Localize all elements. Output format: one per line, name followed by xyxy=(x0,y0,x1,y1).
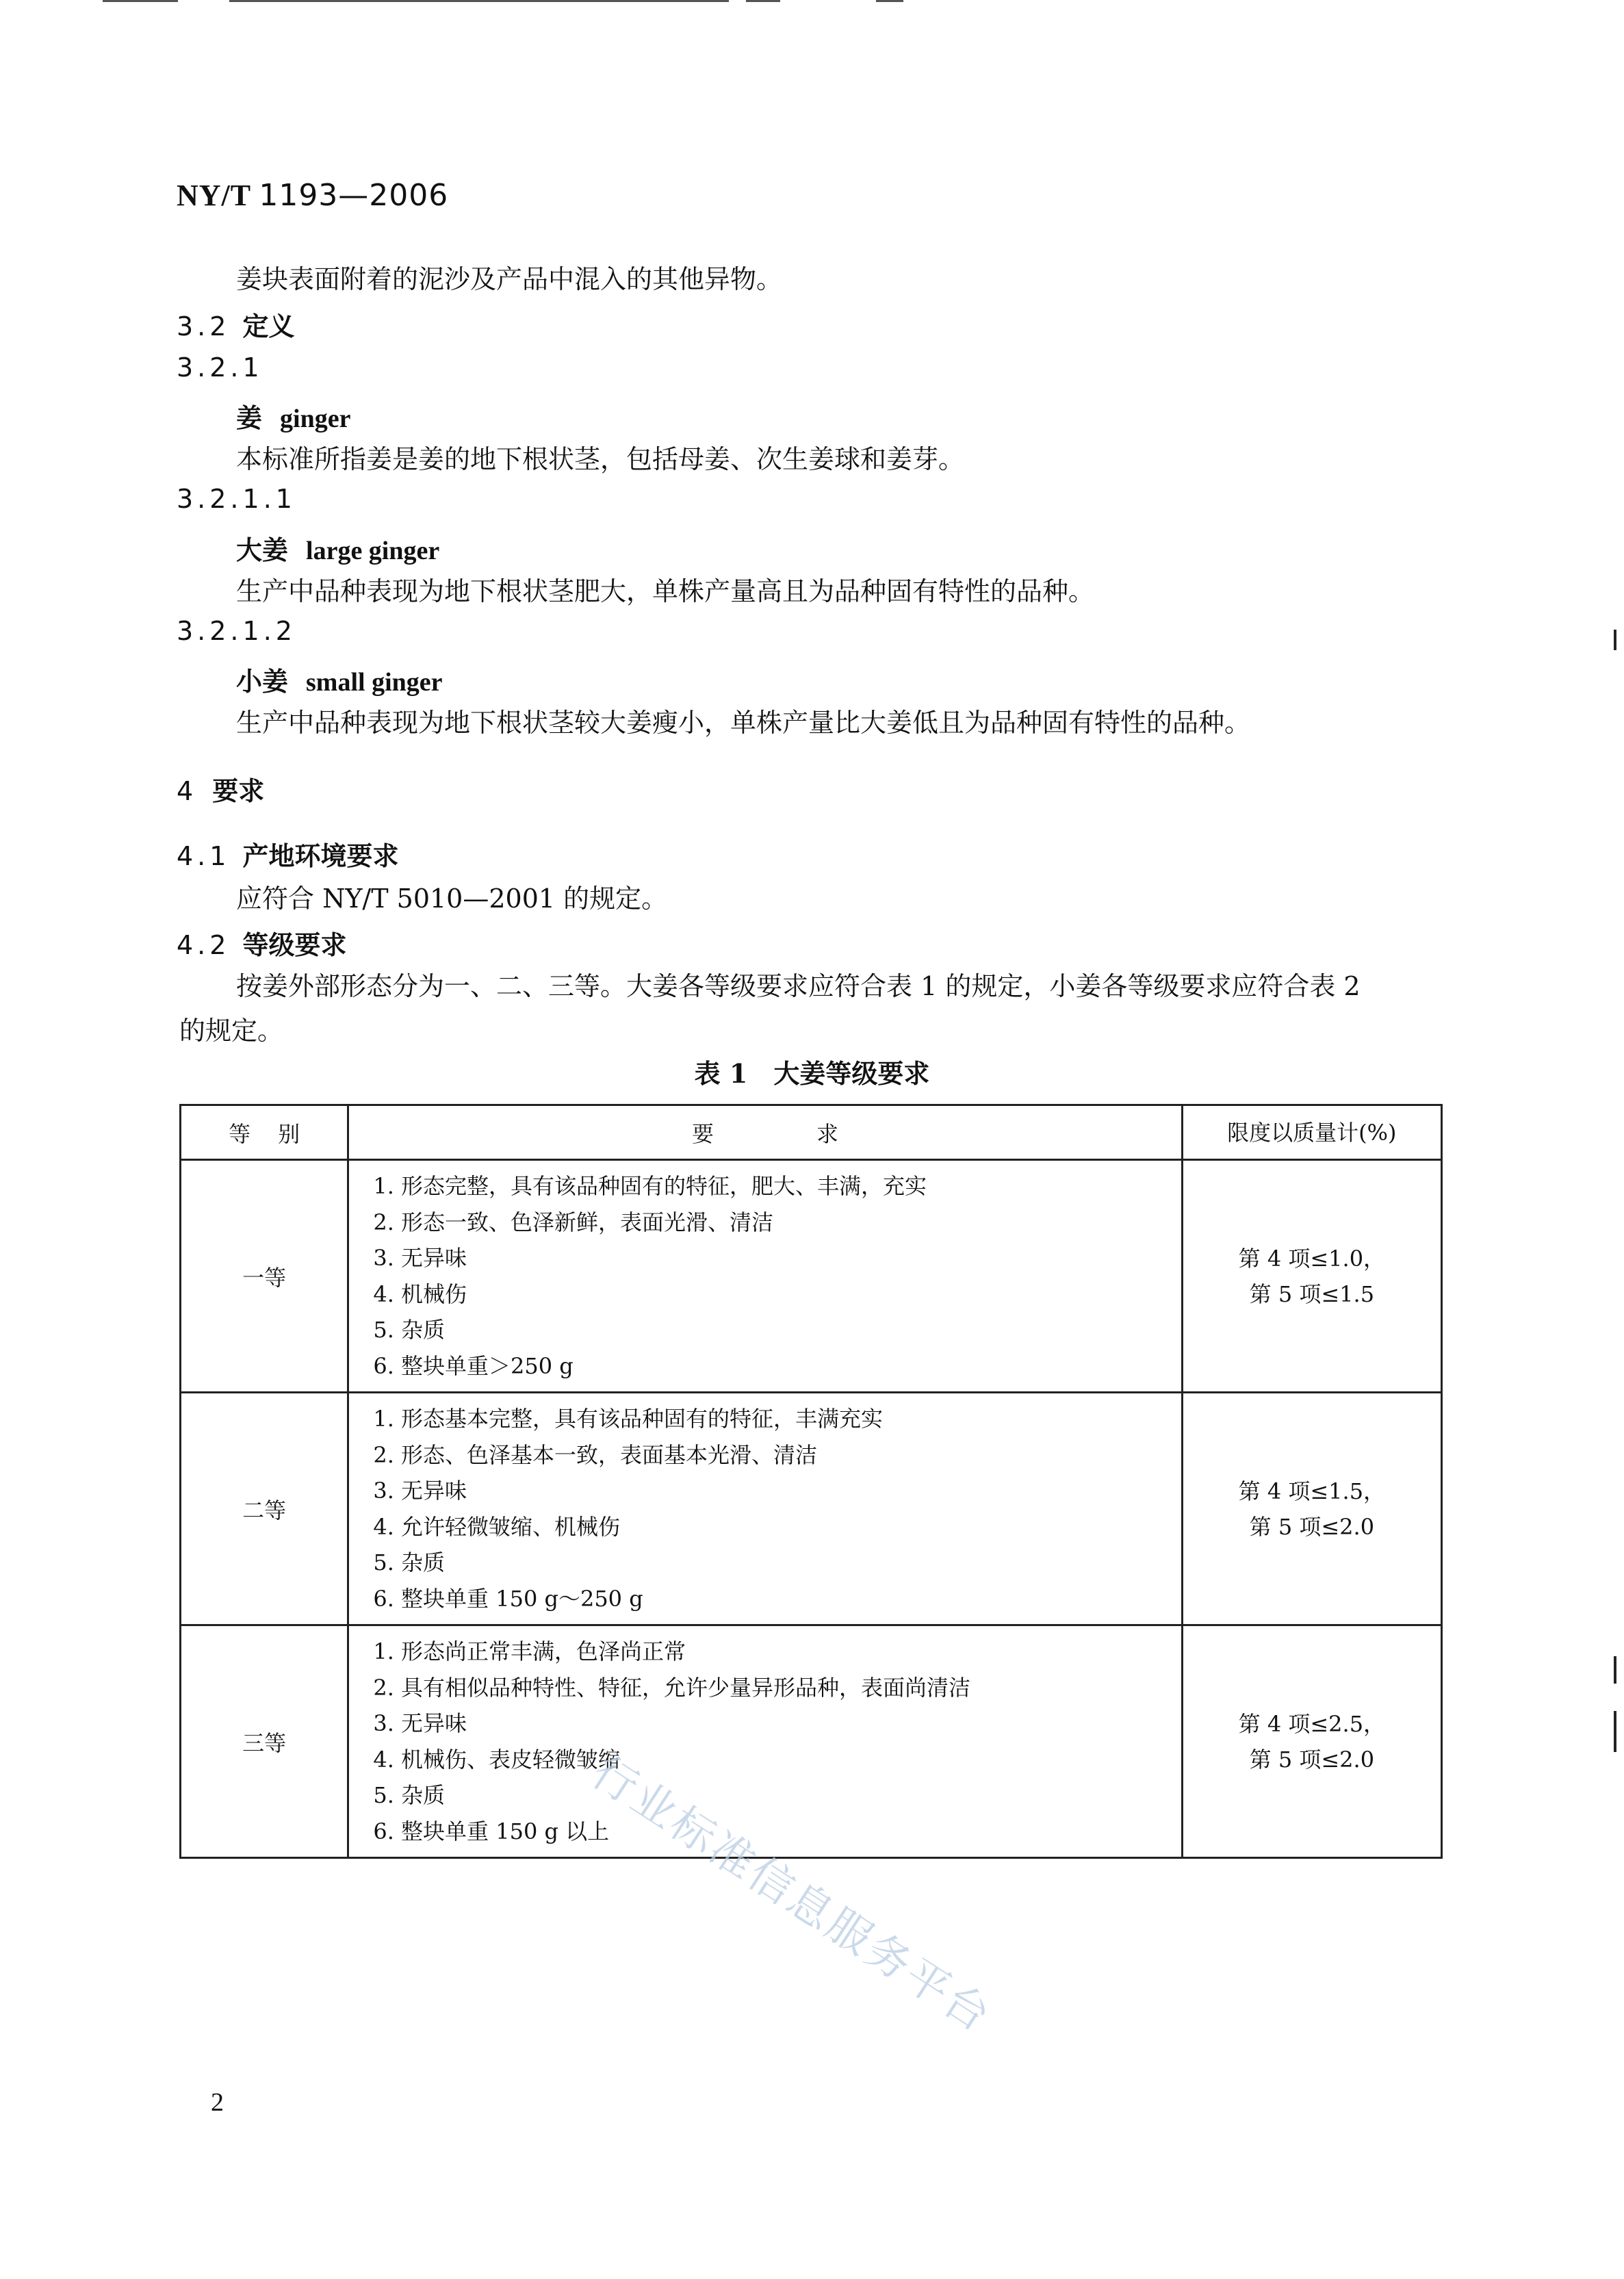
grade-cell: 三等 xyxy=(181,1625,348,1858)
requirement-item: 6. 整块单重＞250 g xyxy=(373,1352,573,1379)
large-ginger-definition: 生产中品种表现为地下根状茎肥大，单株产量高且为品种固有特性的品种。 xyxy=(236,576,1095,606)
limit-line: 第 4 项≤1.0， xyxy=(1238,1245,1386,1272)
requirements-cell xyxy=(348,1393,1182,1625)
section-4-1-heading: 4.1 产地环境要求 xyxy=(177,840,399,871)
limit-line: 第 4 项≤2.5， xyxy=(1238,1710,1386,1737)
top-rule xyxy=(746,0,780,2)
table-row xyxy=(181,1625,1442,1858)
limit-cell xyxy=(1182,1393,1441,1625)
page-number: 2 xyxy=(211,2088,224,2117)
requirement-item: 4. 允许轻微皱缩、机械伤 xyxy=(373,1513,621,1540)
requirements-cell xyxy=(348,1625,1182,1858)
requirement-item: 2. 具有相似品种特性、特征，允许少量异形品种，表面尚清洁 xyxy=(373,1674,971,1701)
limit-cell xyxy=(1182,1625,1441,1858)
requirement-item: 4. 机械伤 xyxy=(373,1280,467,1307)
header-grade: 等 别 xyxy=(181,1105,348,1160)
scan-edge-mark xyxy=(1614,630,1616,650)
requirement-item: 1. 形态尚正常丰满，色泽尚正常 xyxy=(373,1638,686,1664)
requirement-item: 5. 杂质 xyxy=(373,1317,446,1343)
limit-cell xyxy=(1182,1160,1441,1393)
grade-cell: 二等 xyxy=(181,1393,348,1625)
requirement-item: 2. 形态一致、色泽新鲜，表面光滑、清洁 xyxy=(373,1209,774,1235)
scan-edge-mark xyxy=(1614,1711,1616,1752)
requirement-item: 5. 杂质 xyxy=(373,1549,446,1575)
watermark: 行业标准信息服务平台 xyxy=(582,1747,1001,2043)
requirement-item: 5. 杂质 xyxy=(373,1782,446,1808)
top-rule xyxy=(103,0,178,2)
standard-code-header: NY/T 1193—2006 xyxy=(177,178,449,213)
requirement-item: 6. 整块单重 150 g～250 g xyxy=(373,1585,643,1612)
term-ginger: 姜 ginger xyxy=(236,402,351,433)
grade-table xyxy=(179,1104,1443,1859)
table-row xyxy=(181,1160,1442,1393)
limit-line: 第 4 项≤1.5， xyxy=(1238,1478,1386,1504)
requirement-item: 3. 无异味 xyxy=(373,1245,467,1271)
section-3-2-1-1-number: 3.2.1.1 xyxy=(177,484,296,514)
table-header-row xyxy=(181,1105,1442,1160)
term-large-ginger: 大姜 large ginger xyxy=(236,535,440,565)
intro-paragraph: 姜块表面附着的泥沙及产品中混入的其他异物。 xyxy=(236,264,783,294)
requirement-item: 4. 机械伤、表皮轻微皱缩 xyxy=(373,1746,621,1773)
requirement-item: 1. 形态完整，具有该品种固有的特征，肥大、丰满，充实 xyxy=(373,1173,927,1199)
section-4-heading: 4 要求 xyxy=(177,775,265,806)
limit-line: 第 5 项≤2.0 xyxy=(1249,1513,1375,1540)
requirement-item: 2. 形态、色泽基本一致，表面基本光滑、清洁 xyxy=(373,1441,818,1468)
section-4-2-text-line1: 按姜外部形态分为一、二、三等。大姜各等级要求应符合表 1 的规定，小姜各等级要求应符合表 2 xyxy=(236,971,1361,1001)
term-small-ginger: 小姜 small ginger xyxy=(236,666,443,697)
requirement-item: 3. 无异味 xyxy=(373,1478,467,1504)
requirement-item: 6. 整块单重 150 g 以上 xyxy=(373,1818,610,1844)
table-row xyxy=(181,1393,1442,1625)
limit-line: 第 5 项≤2.0 xyxy=(1249,1746,1375,1773)
header-requirements: 要 求 xyxy=(348,1105,1182,1160)
top-rule xyxy=(876,0,903,2)
section-4-2-heading: 4.2 等级要求 xyxy=(177,929,347,960)
ginger-definition: 本标准所指姜是姜的地下根状茎，包括母姜、次生姜球和姜芽。 xyxy=(236,444,965,474)
section-3-2-heading: 3.2 定义 xyxy=(177,311,295,342)
scan-edge-mark xyxy=(1614,1656,1616,1684)
section-3-2-1-number: 3.2.1 xyxy=(177,352,263,383)
section-4-1-text: 应符合 NY/T 5010—2001 的规定。 xyxy=(236,884,668,914)
section-3-2-1-2-number: 3.2.1.2 xyxy=(177,616,296,646)
grade-cell: 一等 xyxy=(181,1160,348,1393)
small-ginger-definition: 生产中品种表现为地下根状茎较大姜瘦小，单株产量比大姜低且为品种固有特性的品种。 xyxy=(236,708,1251,738)
limit-line: 第 5 项≤1.5 xyxy=(1249,1280,1375,1307)
requirement-item: 1. 形态基本完整，具有该品种固有的特征，丰满充实 xyxy=(373,1406,884,1432)
top-rule xyxy=(229,0,729,2)
table-1-caption: 表 1 大姜等级要求 xyxy=(694,1058,930,1089)
requirement-item: 3. 无异味 xyxy=(373,1710,467,1736)
section-4-2-text-line2: 的规定。 xyxy=(179,1016,284,1046)
requirements-cell xyxy=(348,1160,1182,1393)
header-limit: 限度以质量计(%) xyxy=(1182,1105,1441,1160)
